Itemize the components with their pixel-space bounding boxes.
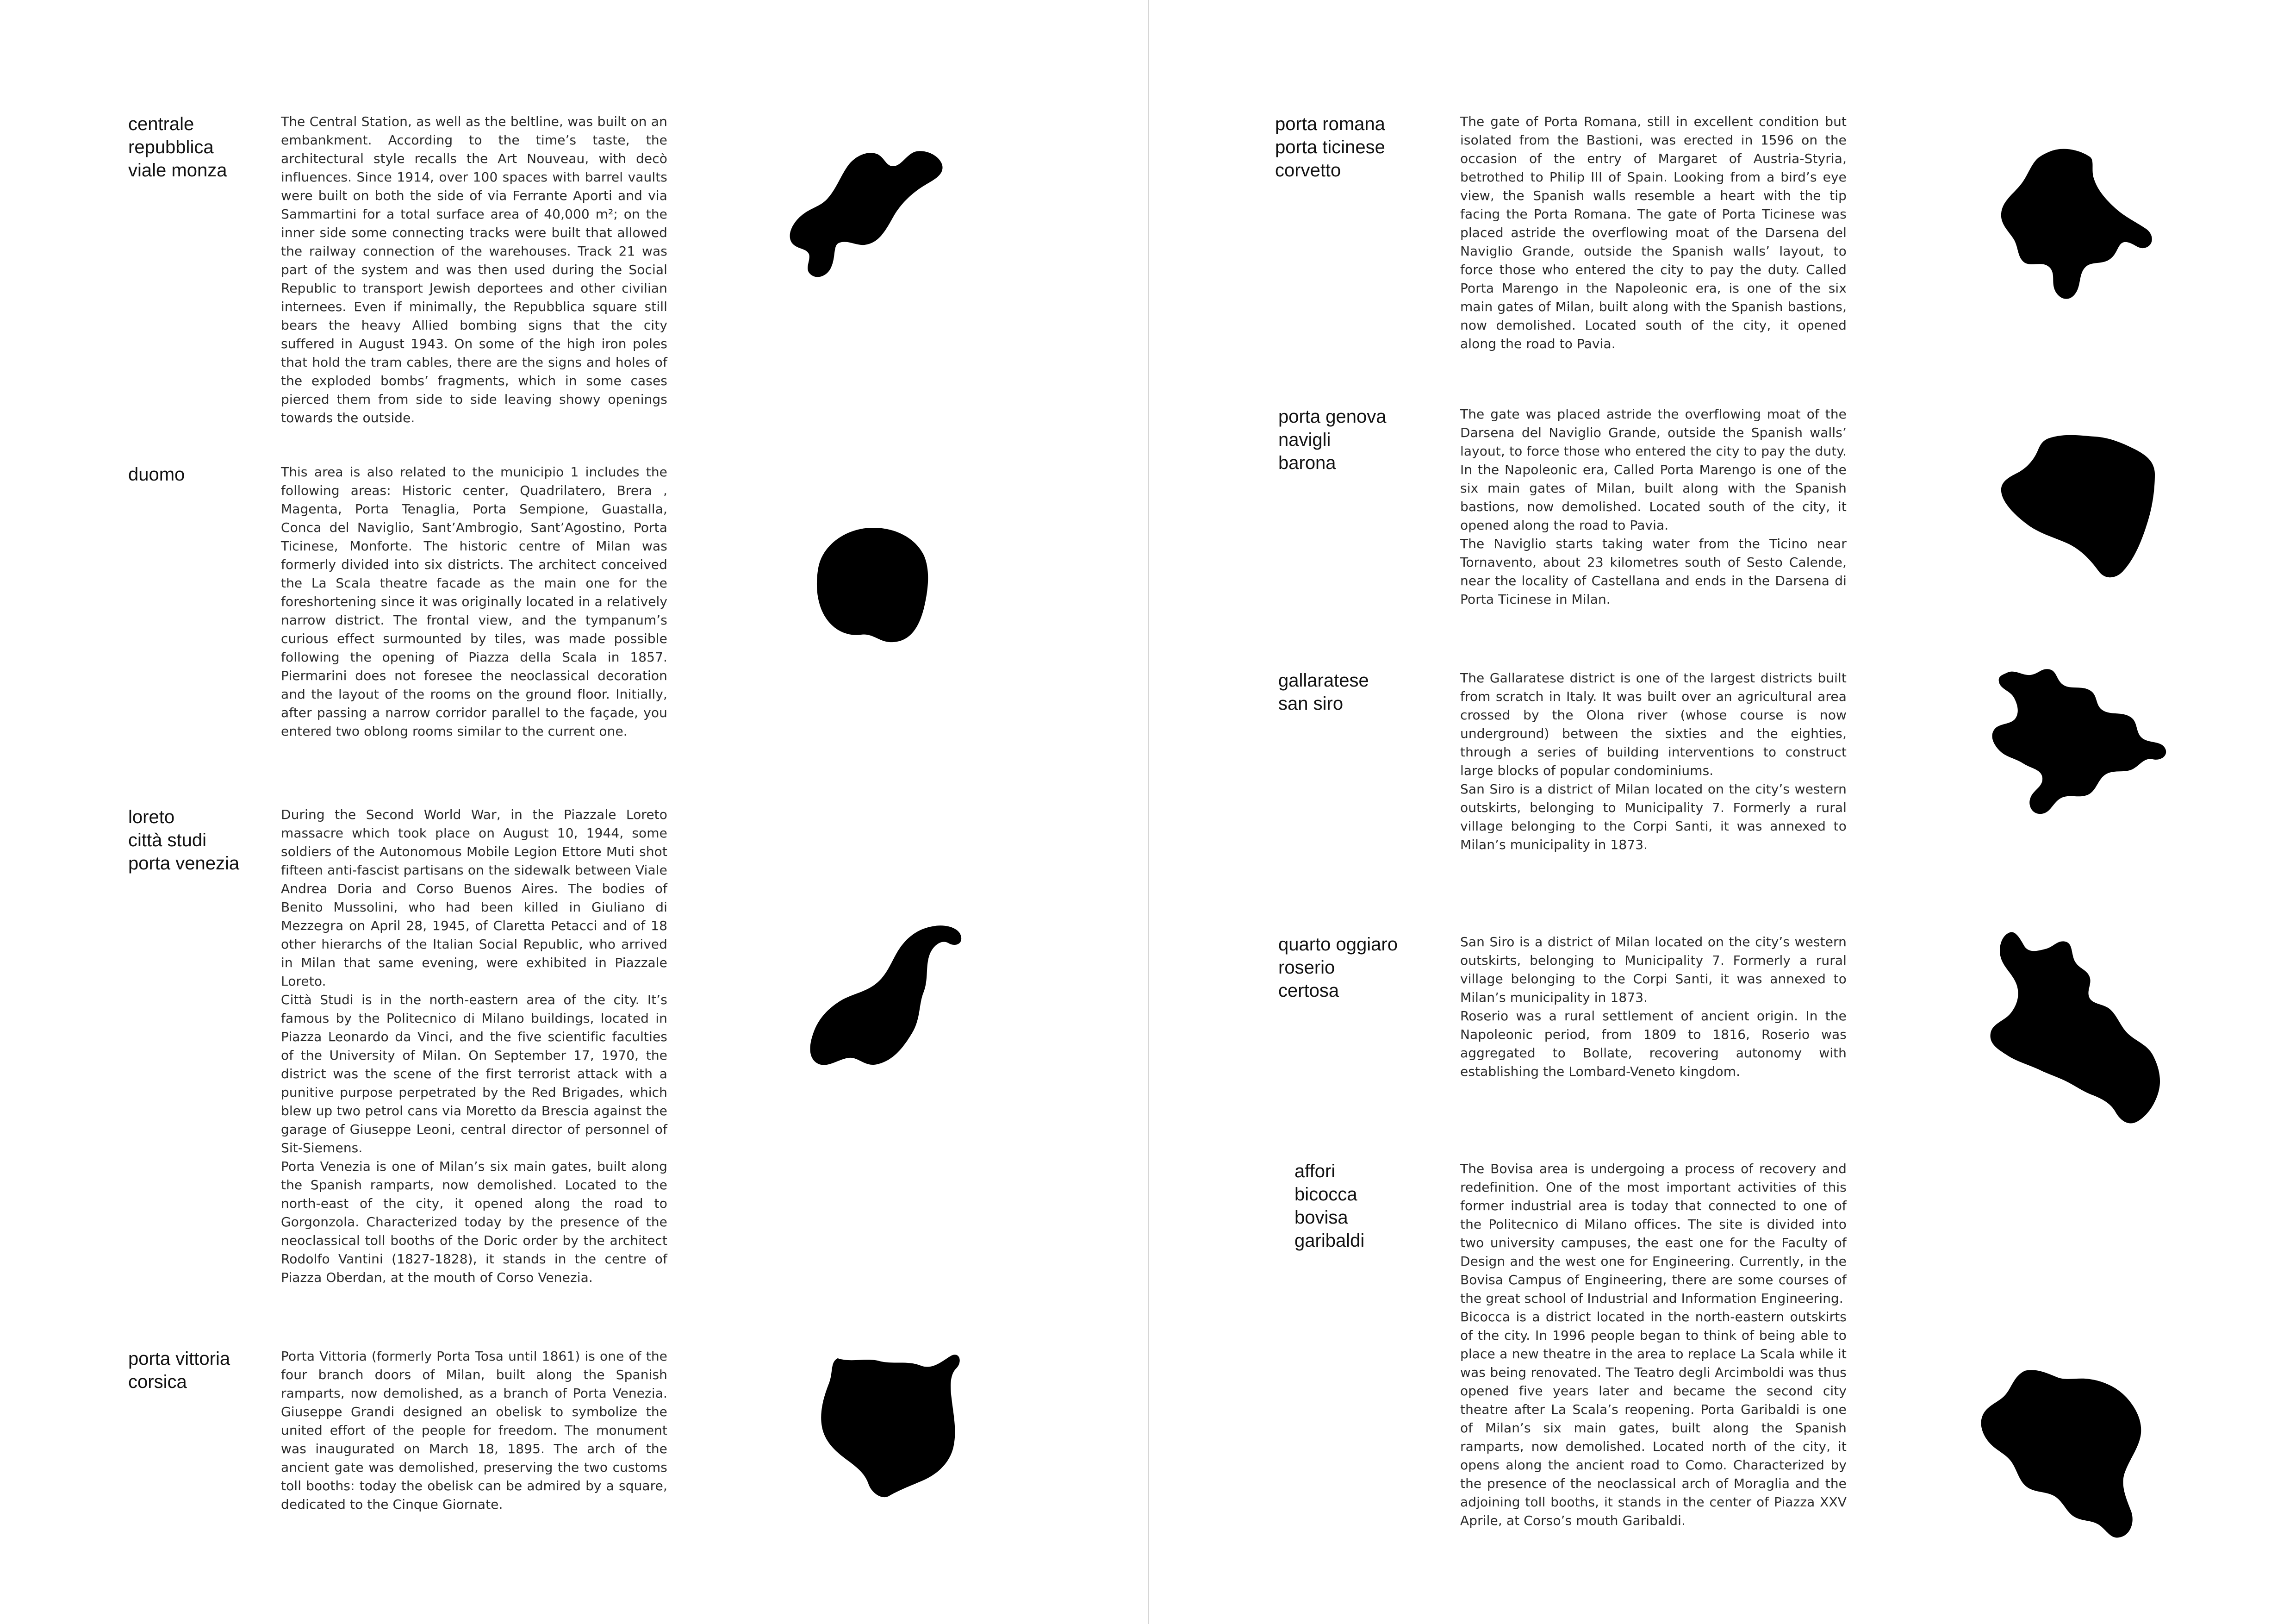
district-label: centrale repubblica viale monza [128, 114, 227, 181]
district-label: porta genova navigli barona [1278, 406, 1387, 473]
district-description: During the Second World War, in the Piazzale Loreto massacre which took place on August 10, 1944, some soldiers of the Autonomous Mobile Legion Ettore Muti shot fifteen anti-fascist partisans on the sidewalk between Viale Andrea Doria and Corso Buenos Aires. The bodies of Benito Mussolini, who had been killed in Giuliano di Mezzegra on April 28, 1945, of Claretta Petacci and of 18 other hierarchs of the Italian Social Republic, who arrived in Milan that same evening, were exhibited in Piazzale Loreto. Città Studi is in the north-eastern area of the city. It’s famous by the Politecnico di Milano buildings, located in Piazza Leonardo da Vinci, and the five scientific faculties of the University of Milan. On September 17, 1970, the district was the scene of the first terrorist attack with a punitive purpose perpetrated by the Red Brigades, which blew up two petrol cans via Moretto da Brescia against the garage of Giuseppe Leoni, central director of personnel of Sit-Siemens. Porta Venezia is one of Milan’s six main gates, built along the Spanish ramparts, now demolished. Located to the north-east of the city, it opened along the road to Gorgonzola. Characterized today by the presence of the neoclassical toll booths of the Doric order by the architect Rodolfo Vantini (1827-1828), it stands in the centre of Piazza Oberdan, at the mouth of Corso Venezia. [281, 807, 667, 1285]
district-description: The Bovisa area is undergoing a process of recovery and redefinition. One of the most important activities of this former industrial area is today that connected to one of the Politecnico di Milano offices. The site is divided into two university campuses, the east one for the Faculty of Design and the west one for Engineering. Currently, in the Bovisa Campus of Engineering, there are some courses of the great school of Industrial and Information Engineering. Bicocca is a district located in the north-eastern outskirts of the city. In 1996 people began to think of being able to place a new theatre in the area to replace La Scala while it was being renovated. The Teatro degli Arcimboldi was thus opened five years later and became the second city theatre after La Scala’s reopening. Porta Garibaldi is one of Milan’s six main gates, built along the Spanish ramparts, now demolished. Located north of the city, it opens along the ancient road to Como. Characterized by the presence of the neoclassical arch of Moraglia and the adjoining toll booths, it stands in the center of Piazza XXV Aprile, at Corso’s mouth Garibaldi. [1460, 1161, 1847, 1528]
district-label: porta romana porta ticinese corvetto [1275, 114, 1385, 181]
district-shape-porta-romana [1999, 146, 2157, 303]
page-divider [1148, 0, 1149, 1624]
district-shape-gallaratese [1988, 667, 2168, 815]
district-shape-porta-vittoria [819, 1352, 963, 1498]
district-description: The gate of Porta Romana, still in excellent condition but isolated from the Bastioni, was erected in 1596 on the occasion of the entry of Margaret of Austria-Styria, betrothed to Philip III of Spain. Looking from a bird’s eye view, the Spanish walls resemble a heart with the tip facing the Porta Romana. The gate of Porta Ticinese was placed astride the overflowing moat of the Darsena del Naviglio Grande, outside the Spanish walls’ layout, to force those who entered the city to pay the duty. Called Porta Marengo in the Napoleonic era, is one of the six main gates of Milan, built along with the Spanish bastions, now demolished. Located south of the city, it opened along the road to Pavia. [1460, 114, 1847, 351]
district-shape-loreto [808, 924, 965, 1072]
district-shape-quarto-oggiaro [1988, 931, 2164, 1125]
district-shape-affori [1979, 1368, 2145, 1539]
district-description: San Siro is a district of Milan located on the city’s western outskirts, belonging to Municipality 7. Formerly a rural village belonging to the Corpi Santi, it was annexed to Milan’s municipality in 1873. Roserio was a rural settlement of ancient origin. In the Napoleonic period, from 1809 to 1816, Roserio was aggregated to Bollate, recovering autonomy with establishing the Lombard-Veneto kingdom. [1460, 934, 1847, 1079]
district-description: This area is also related to the municipio 1 includes the following areas: Historic center, Quadrilatero, Brera , Magenta, Porta Tenaglia, Porta Sempione, Guastalla, Conca del Naviglio, Sant’Ambrogio, Sant’Agostino, Porta Ticinese, Monforte. The historic centre of Milan was formerly divided into six districts. The architect conceived the La Scala theatre facade as the main one for the foreshortening since it was originally located in a relatively narrow district. The frontal view, and the tympanum’s curious effect surmounted by tiles, was made possible following the opening of Piazza della Scala in 1857. Piermarini does not foresee the neoclassical decoration and the layout of the rooms on the ground floor. Initially, after passing a narrow corridor parallel to the façade, you entered two oblong rooms similar to the current one. [281, 464, 667, 739]
district-description: The gate was placed astride the overflowing moat of the Darsena del Naviglio Grande, outside the Spanish walls’ layout, to force those who entered the city to pay the duty. In the Napoleonic era, Called Porta Marengo is one of the six main gates of Milan, built along with the Spanish bastions, now demolished. Located south of the city, it opened along the road to Pavia. The Naviglio starts taking water from the Ticino near Tornavento, about 23 kilometres south of Sesto Calende, near the locality of Castellana and ends in the Darsena di Porta Ticinese in Milan. [1460, 406, 1847, 607]
district-description: Porta Vittoria (formerly Porta Tosa until 1861) is one of the four branch doors of Milan, built along the Spanish ramparts, now demolished, as a branch of Porta Venezia. Giuseppe Grandi designed an obelisk to symbolize the united effort of the people for freedom. The monument was inaugurated on March 18, 1895. The arch of the ancient gate was demolished, preserving the two customs toll booths: today the obelisk can be admired by a square, dedicated to the Cinque Giornate. [281, 1349, 667, 1512]
district-label: affori bicocca bovisa garibaldi [1294, 1161, 1365, 1251]
district-label: quarto oggiaro roserio certosa [1278, 934, 1398, 1001]
district-label: gallaratese san siro [1278, 670, 1369, 714]
district-label: porta vittoria corsica [128, 1349, 230, 1392]
district-description: The Gallaratese district is one of the largest districts built from scratch in Italy. It was built over an agricultural area crossed by the Olona river (whose course is now underground) between the sixties and the eighties, through a series of building interventions to construct large blocks of popular condominiums. San Siro is a district of Milan located on the city’s western outskirts, belonging to Municipality 7. Formerly a rural village belonging to the Corpi Santi, it was annexed to Milan’s municipality in 1873. [1460, 670, 1847, 852]
district-description: The Central Station, as well as the beltline, was built on an embankment. According to the time’s taste, the architectural style recalls the Art Nouveau, with decò influences. Since 1914, over 100 spaces with barrel vaults were built on both the side of via Ferrante Aporti and via Sammartini for a total surface area of 40,000 m²; on the inner side some connecting tracks were built that allowed the railway connection of the warehouses. Track 21 was part of the system and was then used during the Social Republic to transport Jewish deportees and other civilian internees. Even if minimally, the Repubblica square still bears the heavy Allied bombing signs that the city suffered in August 1943. On some of the high iron poles that hold the tram cables, there are the signs and holes of the exploded bombs’ fragments, which in some cases pierced them from side to side leaving showy openings towards the outside. [281, 114, 667, 425]
district-label: duomo [128, 464, 185, 485]
district-shape-centrale [787, 146, 944, 285]
district-shape-duomo [815, 525, 930, 643]
district-label: loreto città studi porta venezia [128, 807, 240, 874]
district-shape-porta-genova [1999, 433, 2157, 581]
